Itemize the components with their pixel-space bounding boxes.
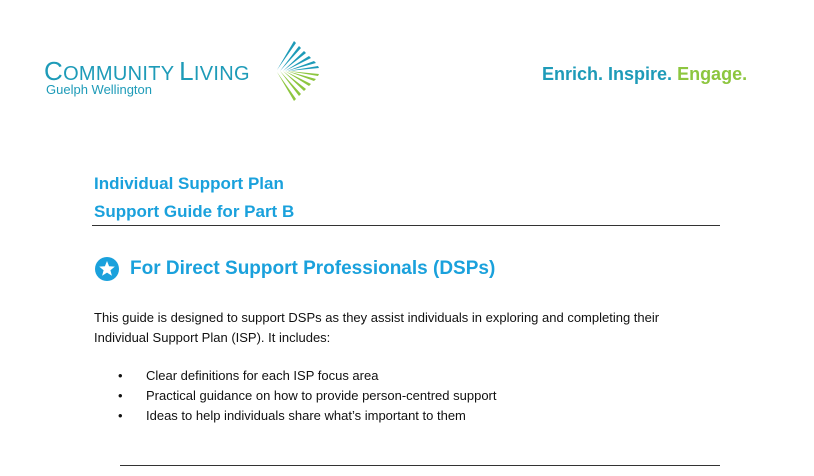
logo-subtitle: Guelph Wellington bbox=[46, 82, 152, 97]
document-title-line-2: Support Guide for Part B bbox=[94, 202, 295, 221]
bullet-icon: • bbox=[118, 368, 123, 383]
tagline-engage: Engage. bbox=[677, 64, 748, 84]
section-heading bbox=[94, 256, 495, 282]
logo-word-community: OMMUNITY bbox=[63, 63, 175, 85]
list-item bbox=[118, 406, 497, 426]
document-title-line-1: Individual Support Plan bbox=[94, 174, 284, 193]
feature-list bbox=[118, 366, 497, 426]
list-item-text: Practical guidance on how to provide person-centred support bbox=[146, 388, 497, 403]
community-living-logo bbox=[44, 40, 324, 100]
bullet-icon: • bbox=[118, 388, 123, 403]
tagline bbox=[542, 64, 747, 85]
list-item-text: Clear definitions for each ISP focus area bbox=[146, 368, 379, 383]
logo-fan-icon bbox=[274, 40, 320, 102]
list-item-text: Ideas to help individuals share what’s important to them bbox=[146, 408, 466, 423]
document-title bbox=[94, 170, 294, 226]
list-item bbox=[118, 386, 497, 406]
logo-word-living: IVING bbox=[193, 63, 250, 85]
section-title: For Direct Support Professionals (DSPs) bbox=[130, 258, 496, 279]
logo-letter-l: L bbox=[179, 56, 194, 86]
star-circle-icon bbox=[94, 256, 120, 282]
title-divider bbox=[92, 225, 720, 226]
intro-paragraph: This guide is designed to support DSPs as they assist individuals in exploring and completing their Individual Support Plan (ISP). It includes: bbox=[94, 310, 660, 345]
list-item bbox=[118, 366, 497, 386]
bullet-icon: • bbox=[118, 408, 123, 423]
footer-divider bbox=[120, 465, 720, 466]
logo-letter-c: C bbox=[44, 56, 64, 86]
tagline-enrich-inspire: Enrich. Inspire. bbox=[542, 64, 673, 84]
